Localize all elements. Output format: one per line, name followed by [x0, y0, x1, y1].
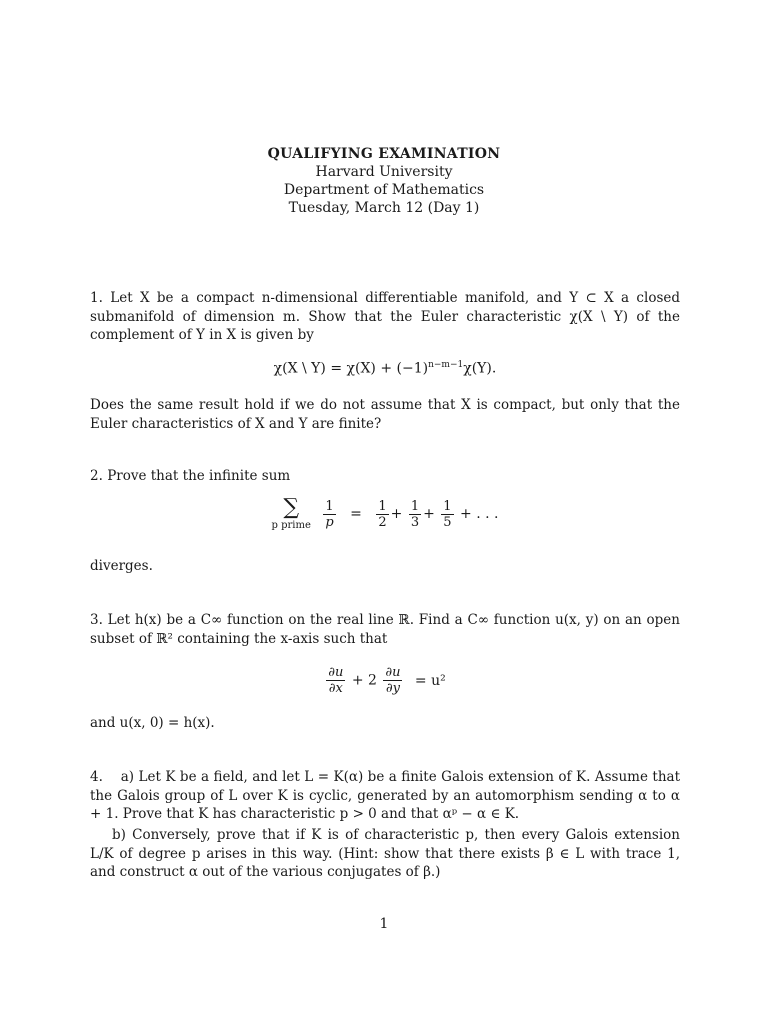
fraction-1-over-3: $\frac{1}{3}$ [410, 498, 420, 530]
problem-1-statement: Let X be a compact n-dimensional differentiable manifold, and Y ⊂ X a closed submanifold of dimension m. Show that the Euler characteristic χ(X \ Y) of the complement of Y in X is given by [90, 290, 681, 343]
problem-3-formula: $\frac{\partial u}{\partial x}$ + 2 $\frac{\partial u}{\partial y}$ = u² [328, 665, 446, 696]
problem-2-number: 2. [90, 468, 103, 484]
problem-4-part-a: 4. a) Let K be a field, and let L = K(α) be a finite Galois extension of K. Assume that the Galois group of L over K is cyclic, generated by an automorphism sending α to α + 1. Prove that K has characteristic p > 0 and that αᵖ − α ∈ K. [90, 769, 680, 822]
fraction-1-over-5: $\frac{1}{5}$ [443, 498, 452, 530]
problem-3-number: 3. [90, 612, 103, 628]
problem-4-part-b: b) Conversely, prove that if K is of characteristic p, then every Galois extension L/K of degree p arises in this way. (Hint: show that there exists β ∈ L with trace 1, and construct α out of the various conjugates of β.) [90, 827, 680, 880]
problem-2-formula: ∑ p prime $\frac{1}{p}$ = $\frac{1}{2}$ + $\frac{1}{3}$ + $\frac{1}{5}$ + . . . [271, 495, 499, 531]
department-name: Department of Mathematics [283, 182, 485, 198]
university-name: Harvard University [315, 164, 453, 180]
exam-header [0, 145, 768, 217]
problem-2-statement: Prove that the infinite sum [107, 468, 291, 484]
page-number: 1 [379, 916, 389, 932]
partial-u-y: $\frac{\partial u}{\partial y}$ [385, 665, 401, 696]
problem-2-text [90, 467, 680, 486]
problem-3-text [90, 611, 680, 648]
fraction-1-over-p: $\frac{1}{p}$ [325, 498, 334, 530]
exam-date: Tuesday, March 12 (Day 1) [288, 200, 480, 216]
problem-3-statement: Let h(x) be a C∞ function on the real line ℝ. Find a C∞ function u(x, y) on an open subset of ℝ² containing the x-axis such that [90, 612, 680, 647]
sum-symbol: ∑ p prime [271, 495, 311, 531]
fraction-1-over-2: $\frac{1}{2}$ [378, 498, 387, 530]
problem-1-question: Does the same result hold if we do not assume that X is compact, but only that the Euler characteristics of X and Y are finite? [90, 397, 680, 432]
problem-1-formula: χ(X \ $Y) = \chi(X) + (-1)^{n-m-1}\chi(Y)$. [273, 360, 497, 377]
problem-1-number: 1. [90, 290, 103, 306]
problem-2-conclusion: diverges. [90, 558, 153, 574]
problem-1-text [90, 289, 680, 345]
problem-4-number: 4. [90, 769, 103, 785]
problem-3-condition: and u(x, 0) = h(x). [90, 715, 215, 731]
partial-u-x: $\frac{\partial u}{\partial x}$ [328, 665, 344, 696]
exam-title: QUALIFYING EXAMINATION [267, 146, 501, 162]
